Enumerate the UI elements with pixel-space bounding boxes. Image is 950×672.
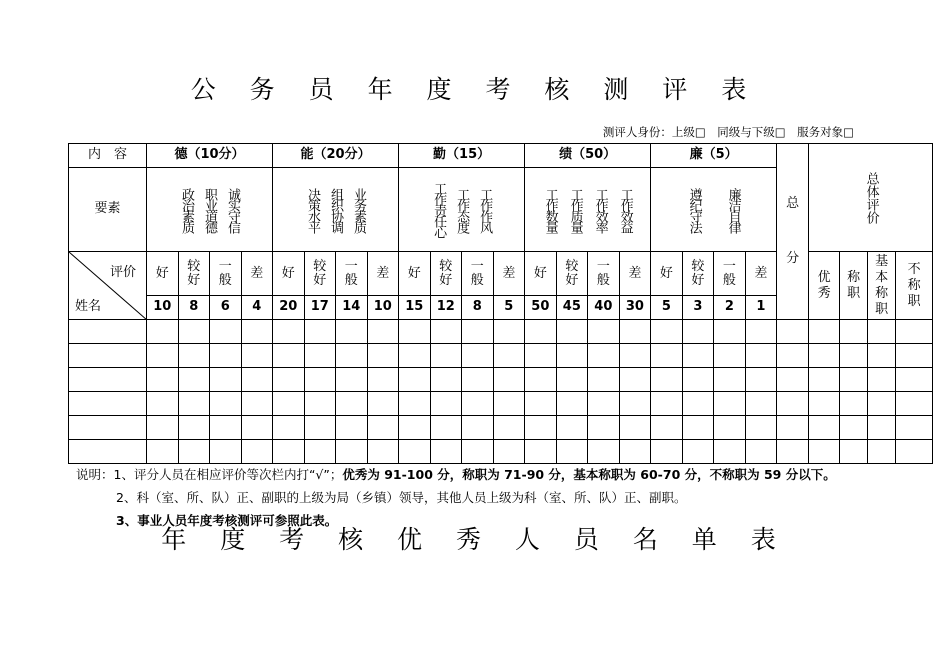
table-cell[interactable]: [619, 416, 651, 440]
table-cell[interactable]: [525, 344, 557, 368]
table-cell[interactable]: [525, 368, 557, 392]
grade-points: 1: [745, 296, 777, 320]
table-cell[interactable]: [777, 320, 809, 344]
content-label: 内 容: [69, 144, 147, 168]
table-cell[interactable]: [777, 344, 809, 368]
element-group: [651, 188, 776, 232]
table-cell[interactable]: [430, 392, 462, 416]
grade-label: [241, 252, 273, 296]
grade-text: 差: [628, 265, 642, 281]
table-row: [69, 392, 933, 416]
category-label: 能（20分）: [273, 144, 399, 168]
grade-text: 差: [250, 265, 264, 281]
grade-label: [682, 252, 714, 296]
table-cell[interactable]: [69, 320, 147, 344]
table-cell[interactable]: [399, 440, 431, 464]
table-cell[interactable]: [714, 344, 746, 368]
table-cell[interactable]: [273, 320, 305, 344]
element-item: 工作效益: [617, 187, 633, 232]
table-row: [69, 416, 933, 440]
grade-points: 5: [651, 296, 683, 320]
total-score-header: [777, 144, 809, 320]
table-cell[interactable]: [556, 368, 588, 392]
grade-points: 10: [367, 296, 399, 320]
element-group: [273, 188, 398, 232]
element-group: [525, 188, 650, 232]
grade-label: [399, 252, 431, 296]
table-cell[interactable]: [336, 440, 368, 464]
table-cell[interactable]: [525, 320, 557, 344]
element-item: 遵纪守法: [686, 187, 702, 232]
table-cell[interactable]: [840, 368, 868, 392]
excellent-list-title: 年 度 考 核 优 秀 人 员 名 单 表: [161, 525, 789, 554]
table-cell[interactable]: [493, 440, 525, 464]
table-cell[interactable]: [745, 320, 777, 344]
table-cell[interactable]: [336, 416, 368, 440]
table-cell[interactable]: [430, 416, 462, 440]
table-cell[interactable]: [241, 416, 273, 440]
grade-label: [210, 252, 242, 296]
table-cell[interactable]: [304, 392, 336, 416]
table-cell[interactable]: [430, 344, 462, 368]
table-cell[interactable]: [556, 344, 588, 368]
category-label: 勤（15）: [399, 144, 525, 168]
category-label: 德（10分）: [147, 144, 273, 168]
table-cell[interactable]: [588, 440, 620, 464]
table-cell[interactable]: [840, 344, 868, 368]
table-cell[interactable]: [69, 368, 147, 392]
table-cell[interactable]: [868, 440, 896, 464]
table-cell[interactable]: [367, 320, 399, 344]
table-cell[interactable]: [367, 368, 399, 392]
table-cell[interactable]: [619, 344, 651, 368]
table-cell[interactable]: [210, 440, 242, 464]
table-cell[interactable]: [336, 368, 368, 392]
table-cell[interactable]: [809, 440, 840, 464]
table-cell[interactable]: [241, 344, 273, 368]
table-cell[interactable]: [525, 392, 557, 416]
table-cell[interactable]: [682, 320, 714, 344]
table-cell[interactable]: [868, 344, 896, 368]
table-cell[interactable]: [210, 368, 242, 392]
grade-points: 20: [273, 296, 305, 320]
header-row-categories: [69, 144, 933, 168]
spacer: [777, 212, 808, 252]
table-cell[interactable]: [367, 344, 399, 368]
table-cell[interactable]: [273, 368, 305, 392]
element-item: 职业道德: [202, 187, 218, 232]
overall-evaluation-header: [809, 144, 933, 252]
overall-option-text: 优秀: [817, 269, 831, 301]
table-cell[interactable]: [69, 392, 147, 416]
element-item: 廉洁自律: [725, 187, 741, 232]
grade-points: 4: [241, 296, 273, 320]
category-elements: [651, 168, 777, 252]
overall-option: [809, 252, 840, 320]
table-cell[interactable]: [588, 392, 620, 416]
table-cell[interactable]: [210, 344, 242, 368]
table-cell[interactable]: [399, 320, 431, 344]
category-elements: [399, 168, 525, 252]
table-row: [69, 440, 933, 464]
table-cell[interactable]: [241, 368, 273, 392]
grade-points: 8: [462, 296, 494, 320]
table-cell[interactable]: [777, 368, 809, 392]
table-row: [69, 344, 933, 368]
note-line-2: 2、科（室、所、队）正、副职的上级为局（乡镇）领导，其他人员上级为科（室、所、队）正、副职。: [116, 490, 687, 505]
table-cell[interactable]: [588, 320, 620, 344]
table-cell[interactable]: [745, 440, 777, 464]
table-cell[interactable]: [178, 320, 210, 344]
table-cell[interactable]: [210, 320, 242, 344]
table-row: [69, 368, 933, 392]
grade-label: [493, 252, 525, 296]
grade-points: 3: [682, 296, 714, 320]
grade-text: 好: [533, 265, 547, 281]
table-cell[interactable]: [69, 344, 147, 368]
table-cell[interactable]: [462, 440, 494, 464]
table-cell[interactable]: [273, 416, 305, 440]
table-cell[interactable]: [556, 440, 588, 464]
grade-label: [525, 252, 557, 296]
grade-label: [336, 252, 368, 296]
table-cell[interactable]: [619, 368, 651, 392]
evaluator-identity-line: 测评人身份：上级□ 同级与下级□ 服务对象□: [602, 125, 854, 139]
table-cell[interactable]: [896, 416, 933, 440]
overall-option-text: 基本称职: [875, 253, 889, 317]
table-cell[interactable]: [147, 320, 179, 344]
name-label: 姓名: [75, 299, 102, 315]
table-cell[interactable]: [462, 344, 494, 368]
grade-points: 12: [430, 296, 462, 320]
grade-label: [367, 252, 399, 296]
grade-points: 2: [714, 296, 746, 320]
grade-text: 差: [376, 265, 390, 281]
table-cell[interactable]: [336, 392, 368, 416]
table-cell[interactable]: [745, 392, 777, 416]
table-cell[interactable]: [462, 416, 494, 440]
table-cell[interactable]: [840, 416, 868, 440]
table-cell[interactable]: [147, 344, 179, 368]
grade-label: [304, 252, 336, 296]
grade-text: 较好: [313, 258, 327, 288]
element-item: 工作质量: [567, 187, 583, 232]
element-item: 工作责任心: [431, 182, 447, 237]
grade-text: 差: [754, 265, 768, 281]
table-cell[interactable]: [840, 440, 868, 464]
note-line-1-bold: 优秀为 91-100 分，称职为 71-90 分，基本称职为 60-70 分，不称职为 59 分以下。: [342, 467, 836, 482]
table-cell[interactable]: [462, 320, 494, 344]
table-cell[interactable]: [241, 392, 273, 416]
table-cell[interactable]: [69, 440, 147, 464]
table-cell[interactable]: [682, 416, 714, 440]
table-cell[interactable]: [367, 440, 399, 464]
table-cell[interactable]: [840, 392, 868, 416]
grade-text: 较好: [565, 258, 579, 288]
table-cell[interactable]: [714, 368, 746, 392]
table-cell[interactable]: [619, 320, 651, 344]
overall-option: [896, 252, 933, 320]
table-cell[interactable]: [430, 440, 462, 464]
table-cell[interactable]: [745, 416, 777, 440]
table-cell[interactable]: [493, 320, 525, 344]
table-cell[interactable]: [525, 440, 557, 464]
note-line-1-normal: 说明：1、评分人员在相应评价等次栏内打“√”；: [76, 467, 343, 482]
table-cell[interactable]: [556, 416, 588, 440]
table-cell[interactable]: [651, 320, 683, 344]
table-cell[interactable]: [809, 320, 840, 344]
grade-label: [619, 252, 651, 296]
table-cell[interactable]: [714, 392, 746, 416]
grade-text: 差: [502, 265, 516, 281]
table-cell[interactable]: [809, 368, 840, 392]
element-label: 要素: [69, 168, 147, 252]
table-cell[interactable]: [336, 344, 368, 368]
table-cell[interactable]: [745, 368, 777, 392]
table-cell[interactable]: [147, 392, 179, 416]
table-cell[interactable]: [868, 416, 896, 440]
table-cell[interactable]: [777, 392, 809, 416]
table-cell[interactable]: [556, 320, 588, 344]
table-cell[interactable]: [896, 392, 933, 416]
table-cell[interactable]: [399, 392, 431, 416]
grade-label: [273, 252, 305, 296]
table-cell[interactable]: [399, 344, 431, 368]
overall-option: [840, 252, 868, 320]
table-cell[interactable]: [868, 368, 896, 392]
table-cell[interactable]: [399, 368, 431, 392]
table-cell[interactable]: [682, 392, 714, 416]
table-cell[interactable]: [241, 320, 273, 344]
grade-label: [714, 252, 746, 296]
table-cell[interactable]: [896, 344, 933, 368]
grade-text: 较好: [187, 258, 201, 288]
table-cell[interactable]: [210, 392, 242, 416]
grade-text: 好: [155, 265, 169, 281]
table-cell[interactable]: [745, 344, 777, 368]
element-item: 工作态度: [454, 187, 470, 232]
table-cell[interactable]: [777, 416, 809, 440]
grade-label: [745, 252, 777, 296]
table-cell[interactable]: [304, 320, 336, 344]
table-cell[interactable]: [840, 320, 868, 344]
table-cell[interactable]: [493, 344, 525, 368]
table-cell[interactable]: [777, 440, 809, 464]
grade-points: 5: [493, 296, 525, 320]
grade-text: 较好: [691, 258, 705, 288]
grade-text: 一般: [722, 258, 736, 288]
overall-option-text: 不称职: [907, 261, 921, 309]
table-cell[interactable]: [178, 392, 210, 416]
table-cell[interactable]: [493, 392, 525, 416]
element-item: 工作数量: [542, 187, 558, 232]
rating-label: 评价: [109, 265, 136, 280]
table-cell[interactable]: [525, 416, 557, 440]
element-item: 决策水平: [305, 187, 321, 232]
grade-text: 一般: [596, 258, 610, 288]
table-row: [69, 320, 933, 344]
grade-label: [588, 252, 620, 296]
grade-text: 好: [407, 265, 421, 281]
table-cell[interactable]: [809, 416, 840, 440]
table-cell[interactable]: [493, 416, 525, 440]
rating-name-diagonal-cell: [69, 252, 147, 320]
table-cell[interactable]: [896, 368, 933, 392]
overall-option-text: 称职: [847, 269, 861, 301]
table-cell[interactable]: [588, 368, 620, 392]
grade-label: [430, 252, 462, 296]
table-cell[interactable]: [682, 440, 714, 464]
total-label: 总: [786, 195, 800, 211]
table-cell[interactable]: [147, 440, 179, 464]
grade-label: [462, 252, 494, 296]
score-label: 分: [786, 250, 800, 266]
table-cell[interactable]: [273, 392, 305, 416]
table-cell[interactable]: [896, 320, 933, 344]
page-title: 公 务 员 年 度 考 核 测 评 表: [190, 75, 760, 104]
table-cell[interactable]: [714, 440, 746, 464]
table-cell[interactable]: [147, 416, 179, 440]
grade-points: 40: [588, 296, 620, 320]
table-cell[interactable]: [682, 368, 714, 392]
table-cell[interactable]: [336, 320, 368, 344]
grade-text: 较好: [439, 258, 453, 288]
overall-option: [868, 252, 896, 320]
table-cell[interactable]: [304, 344, 336, 368]
table-cell[interactable]: [682, 344, 714, 368]
grade-text: 一般: [344, 258, 358, 288]
grade-label: [178, 252, 210, 296]
grade-points: 50: [525, 296, 557, 320]
table-cell[interactable]: [619, 440, 651, 464]
table-cell[interactable]: [809, 392, 840, 416]
element-item: 组织协调: [328, 187, 344, 232]
grade-points: 15: [399, 296, 431, 320]
category-elements: [525, 168, 651, 252]
table-cell[interactable]: [896, 440, 933, 464]
table-cell[interactable]: [462, 392, 494, 416]
evaluation-table: [68, 143, 933, 464]
table-cell[interactable]: [809, 344, 840, 368]
table-cell[interactable]: [462, 368, 494, 392]
table-cell[interactable]: [714, 320, 746, 344]
table-cell[interactable]: [399, 416, 431, 440]
grade-points: 14: [336, 296, 368, 320]
category-label: 绩（50）: [525, 144, 651, 168]
table-cell[interactable]: [241, 440, 273, 464]
element-item: 诚实守信: [225, 187, 241, 232]
element-item: 政治素质: [179, 187, 195, 232]
table-cell[interactable]: [69, 416, 147, 440]
table-cell[interactable]: [178, 368, 210, 392]
element-group: [399, 182, 524, 237]
table-cell[interactable]: [178, 344, 210, 368]
table-cell[interactable]: [493, 368, 525, 392]
grade-label: [651, 252, 683, 296]
table-cell[interactable]: [178, 440, 210, 464]
table-cell[interactable]: [588, 416, 620, 440]
table-cell[interactable]: [588, 344, 620, 368]
grade-label: [556, 252, 588, 296]
table-cell[interactable]: [868, 320, 896, 344]
grade-points: 17: [304, 296, 336, 320]
category-label: 廉（5）: [651, 144, 777, 168]
table-cell[interactable]: [304, 368, 336, 392]
table-cell[interactable]: [304, 416, 336, 440]
table-cell[interactable]: [714, 416, 746, 440]
grade-points: 6: [210, 296, 242, 320]
note-line-1: [76, 463, 836, 486]
table-cell[interactable]: [210, 416, 242, 440]
category-elements: [147, 168, 273, 252]
grade-label: [147, 252, 179, 296]
element-item: 工作作风: [477, 187, 493, 232]
overall-evaluation-label: 总体评价: [863, 171, 879, 224]
grade-text: 一般: [218, 258, 232, 288]
table-cell[interactable]: [651, 416, 683, 440]
table-cell[interactable]: [304, 440, 336, 464]
grade-points: 10: [147, 296, 179, 320]
grade-points: 30: [619, 296, 651, 320]
grade-points: 8: [178, 296, 210, 320]
table-cell[interactable]: [367, 392, 399, 416]
table-cell[interactable]: [651, 368, 683, 392]
grade-text: 好: [659, 265, 673, 281]
table-cell[interactable]: [868, 392, 896, 416]
table-cell[interactable]: [556, 392, 588, 416]
table-cell[interactable]: [619, 392, 651, 416]
table-cell[interactable]: [147, 368, 179, 392]
element-item: 工作效率: [592, 187, 608, 232]
grade-text: 好: [281, 265, 295, 281]
grade-text: 一般: [470, 258, 484, 288]
category-elements: [273, 168, 399, 252]
table-cell[interactable]: [430, 320, 462, 344]
table-cell[interactable]: [273, 440, 305, 464]
note-line-3: 3、事业人员年度考核测评可参照此表。: [116, 513, 338, 528]
table-cell[interactable]: [651, 344, 683, 368]
table-cell[interactable]: [273, 344, 305, 368]
element-group: [147, 188, 272, 232]
table-cell[interactable]: [651, 440, 683, 464]
table-cell[interactable]: [367, 416, 399, 440]
table-cell[interactable]: [651, 392, 683, 416]
table-cell[interactable]: [430, 368, 462, 392]
grade-points: 45: [556, 296, 588, 320]
element-item: 业务素质: [351, 187, 367, 232]
table-cell[interactable]: [178, 416, 210, 440]
